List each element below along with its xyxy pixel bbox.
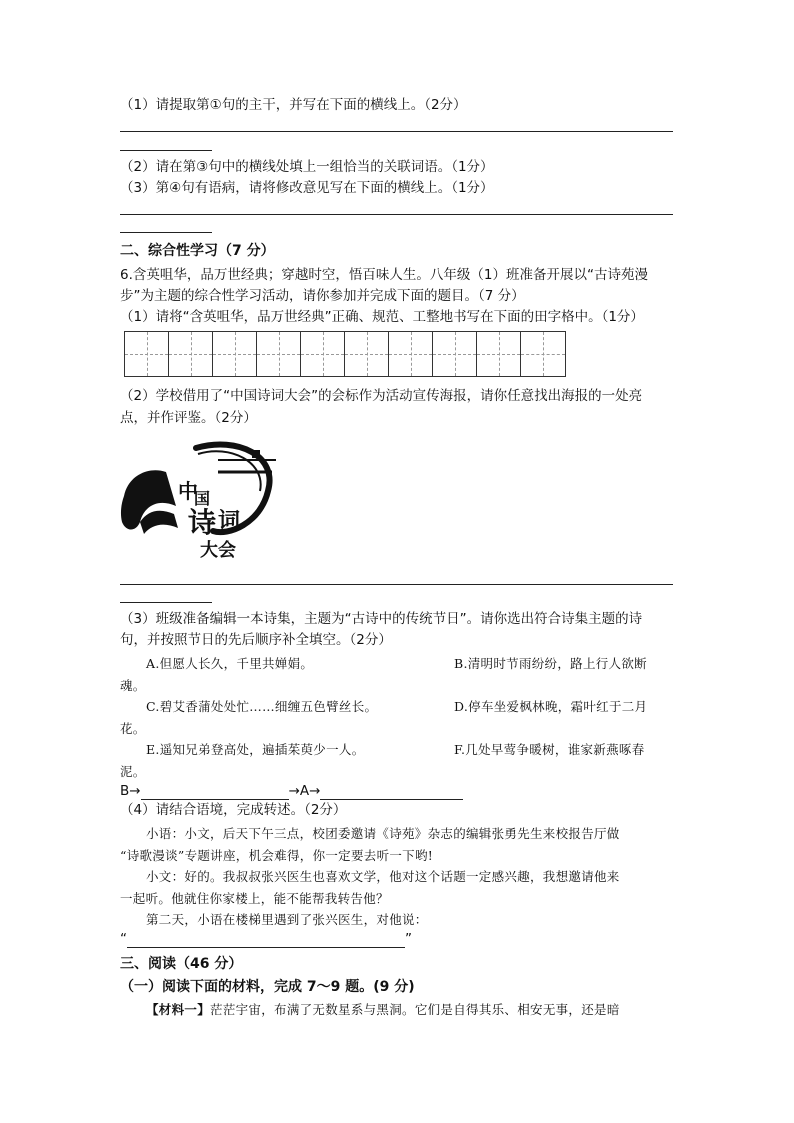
grid-cell[interactable] bbox=[389, 332, 433, 376]
option-a: A.但愿人长久，千里共婵娟。 bbox=[146, 656, 314, 671]
answer-line-short bbox=[120, 602, 212, 603]
sub-question-3-line-1: （3）班级准备编辑一本诗集，主题为“古诗中的传统节日”。请你选出符合诗集主题的诗 bbox=[120, 611, 643, 627]
option-b-cont: 魂。 bbox=[120, 678, 146, 693]
xiaowen-line-2: 一起听。他就住你家楼上，能不能帮我转告他？ bbox=[120, 891, 389, 906]
option-e: E.遥知兄弟登高处，遍插茱萸少一人。 bbox=[146, 742, 365, 757]
grid-cell[interactable] bbox=[477, 332, 521, 376]
quote-answer bbox=[120, 930, 412, 948]
xiaoyu-line-1: 小语：小文，后天下午三点，校团委邀请《诗苑》杂志的编辑张勇先生来校报告厅做 bbox=[146, 826, 620, 841]
grid-cell[interactable] bbox=[521, 332, 565, 376]
option-f: F.几处早莺争暖树，谁家新燕啄春 bbox=[454, 742, 645, 757]
sequence-a: →A→ bbox=[288, 783, 321, 799]
answer-line bbox=[120, 131, 673, 132]
option-b: B.清明时节雨纷纷，路上行人欲断 bbox=[454, 656, 647, 671]
answer-line bbox=[120, 584, 673, 585]
sub-question-1: （1）请将“含英咀华，品万世经典”正确、规范、工整地书写在下面的田字格中。（1分） bbox=[120, 309, 644, 325]
option-d: D.停车坐爱枫林晚，霜叶红于二月 bbox=[454, 699, 648, 714]
option-d-cont: 花。 bbox=[120, 721, 146, 736]
logo-char: 中 bbox=[178, 479, 198, 503]
logo-char: 大会 bbox=[200, 540, 236, 561]
logo-char: 国 bbox=[194, 489, 211, 508]
quote-blank[interactable] bbox=[127, 933, 405, 948]
section-3-heading: 三、阅读（46 分） bbox=[120, 956, 243, 972]
option-c: C.碧艾香蒲处处忙……细缠五色臂丝长。 bbox=[146, 699, 378, 714]
next-day-text: 第二天，小语在楼梯里遇到了张兴医生，对他说： bbox=[146, 912, 428, 927]
grid-cell[interactable] bbox=[213, 332, 257, 376]
sub-question-4: （4）请结合语境，完成转述。（2分） bbox=[120, 802, 347, 818]
sequence-fill bbox=[120, 782, 463, 800]
grid-cell[interactable] bbox=[257, 332, 301, 376]
section-2-heading: 二、综合性学习（7 分） bbox=[120, 243, 275, 259]
quote-open: “ bbox=[120, 931, 127, 947]
sequence-blank[interactable] bbox=[141, 785, 289, 800]
section-3-subheading: （一）阅读下面的材料，完成 7～9 题。(9 分) bbox=[120, 979, 415, 995]
intro-line-1: 6.含英咀华，品万世经典；穿越时空，悟百味人生。八年级（1）班准备开展以“古诗苑漫 bbox=[120, 267, 648, 283]
sub-question-2-line-2: 点，并作评鉴。（2分） bbox=[120, 410, 257, 426]
tianzige-grid[interactable] bbox=[124, 331, 566, 377]
grid-cell[interactable] bbox=[169, 332, 213, 376]
sequence-b: B→ bbox=[120, 783, 141, 799]
material-1 bbox=[146, 1000, 620, 1018]
grid-cell[interactable] bbox=[345, 332, 389, 376]
question-1: （1）请提取第①句的主干，并写在下面的横线上。（2分） bbox=[120, 97, 467, 113]
question-3: （3）第④句有语病，请将修改意见写在下面的横线上。（1分） bbox=[120, 180, 494, 196]
poetry-conference-logo bbox=[118, 436, 283, 566]
sub-question-3-line-2: 句，并按照节日的先后顺序补全填空。（2分） bbox=[120, 632, 392, 648]
material-label: 【材料一】 bbox=[146, 1002, 211, 1017]
xiaowen-line-1: 小文：好的。我叔叔张兴医生也喜欢文学，他对这个话题一定感兴趣，我想邀请他来 bbox=[146, 869, 620, 884]
sub-question-2-line-1: （2）学校借用了“中国诗词大会”的会标作为活动宣传海报，请你任意找出海报的一处亮 bbox=[120, 388, 643, 404]
intro-line-2: 步”为主题的综合性学习活动，请你参加并完成下面的题目。（7 分） bbox=[120, 288, 525, 304]
quote-close: ” bbox=[405, 931, 412, 947]
grid-cell[interactable] bbox=[433, 332, 477, 376]
sequence-blank[interactable] bbox=[320, 785, 463, 800]
question-2: （2）请在第③句中的横线处填上一组恰当的关联词语。（1分） bbox=[120, 159, 494, 175]
grid-cell[interactable] bbox=[301, 332, 345, 376]
answer-line bbox=[120, 214, 673, 215]
material-text: 茫茫宇宙，布满了无数星系与黑洞。它们是自得其乐、相安无事，还是暗 bbox=[210, 1002, 620, 1017]
option-f-cont: 泥。 bbox=[120, 764, 146, 779]
logo-char: 诗 bbox=[188, 506, 217, 539]
xiaoyu-line-2: “诗歌漫谈”专题讲座，机会难得，你一定要去听一下哟! bbox=[120, 848, 434, 863]
grid-cell[interactable] bbox=[125, 332, 169, 376]
answer-line-short bbox=[120, 232, 212, 233]
answer-line-short bbox=[120, 150, 212, 151]
logo-char: 词 bbox=[218, 508, 241, 534]
